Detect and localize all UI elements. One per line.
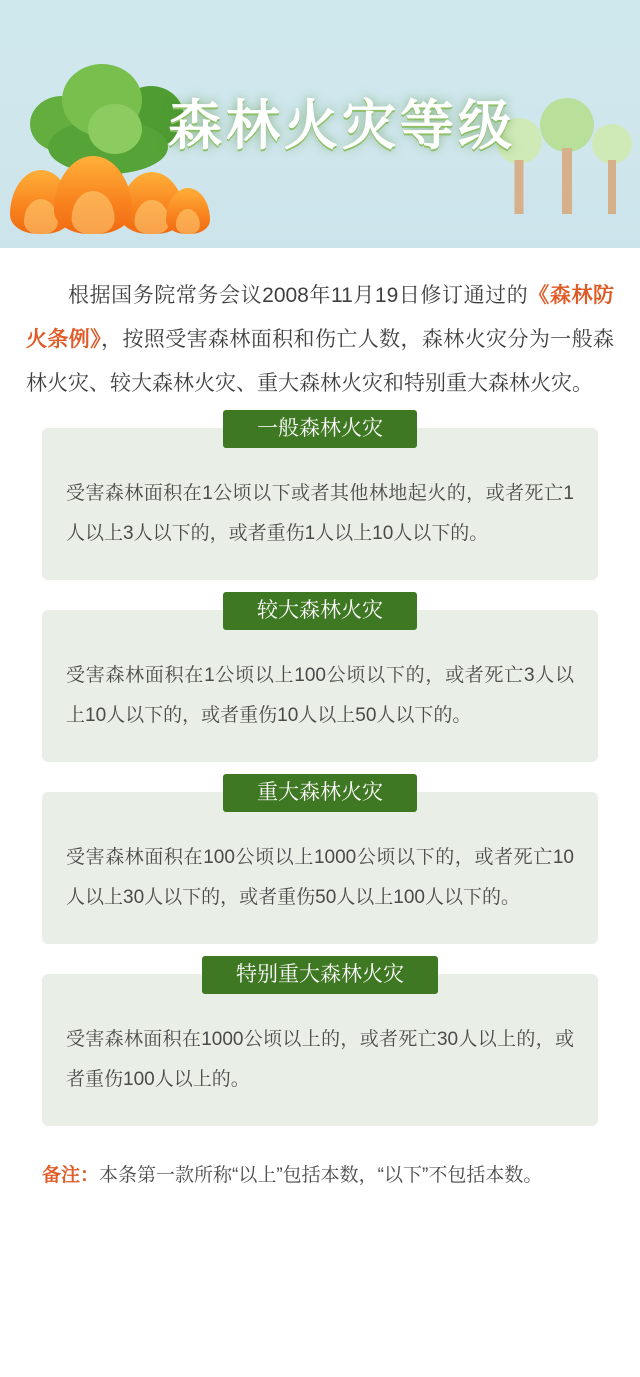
- flame-2: [54, 156, 132, 234]
- small-tree-3-crown: [592, 124, 632, 164]
- footnote-text: 本条第一款所称“以上”包括本数，“以下”不包括本数。: [99, 1165, 543, 1186]
- flame-core-1: [24, 199, 58, 234]
- intro-text-part1: 根据国务院常务会议2008年11月19日修订通过的: [68, 284, 529, 307]
- bottom-spacer: [0, 1196, 640, 1236]
- footnote: [42, 1156, 598, 1196]
- footnote-label: 备注：: [42, 1165, 100, 1186]
- small-tree-2-crown: [540, 98, 594, 152]
- tree-foliage-5: [88, 104, 142, 154]
- level-card-text: 受害森林面积在100公顷以上1000公顷以下的，或者死亡10人以上30人以下的，或者重伤50人以上100人以下的。: [66, 847, 574, 908]
- level-card-text: 受害森林面积在1000公顷以上的，或者死亡30人以上的，或者重伤100人以上的。: [66, 1029, 574, 1090]
- regulation-name: 《森林防火条例》: [26, 284, 615, 351]
- level-card-text: 受害森林面积在1公顷以上100公顷以下的，或者死亡3人以上10人以下的，或者重伤10人以上50人以下的。: [66, 665, 574, 726]
- level-card-list: [0, 417, 640, 1126]
- header-banner: [0, 0, 640, 248]
- page-title: 森林火灾等级: [168, 96, 516, 156]
- small-tree-3: [592, 124, 632, 164]
- level-card-general: [42, 417, 598, 580]
- level-card-title: 特别重大森林火灾: [202, 956, 438, 994]
- flame-icon: [8, 150, 213, 234]
- level-card-title: 较大森林火灾: [223, 592, 417, 630]
- level-card-title: 重大森林火灾: [223, 774, 417, 812]
- flame-core-3: [134, 200, 169, 234]
- small-tree-2-stem: [562, 148, 572, 214]
- intro-text-part2: ，按照受害森林面积和伤亡人数，森林火灾分为一般森林火灾、较大森林火灾、重大森林火灾和特别重大森林火灾。: [26, 328, 615, 395]
- small-tree-2: [540, 98, 594, 152]
- flame-core-4: [176, 209, 200, 234]
- flame-4: [166, 188, 210, 234]
- level-card-extraordinary: [42, 963, 598, 1126]
- level-card-major: [42, 781, 598, 944]
- level-card-large: [42, 599, 598, 762]
- flame-core-2: [72, 191, 115, 234]
- level-card-title: 一般森林火灾: [223, 410, 417, 448]
- small-tree-1-stem: [515, 160, 524, 214]
- small-tree-3-stem: [608, 160, 616, 214]
- intro-paragraph: [26, 274, 614, 406]
- level-card-text: 受害森林面积在1公顷以下或者其他林地起火的，或者死亡1人以上3人以下的，或者重伤1人以上10人以下的。: [66, 483, 574, 544]
